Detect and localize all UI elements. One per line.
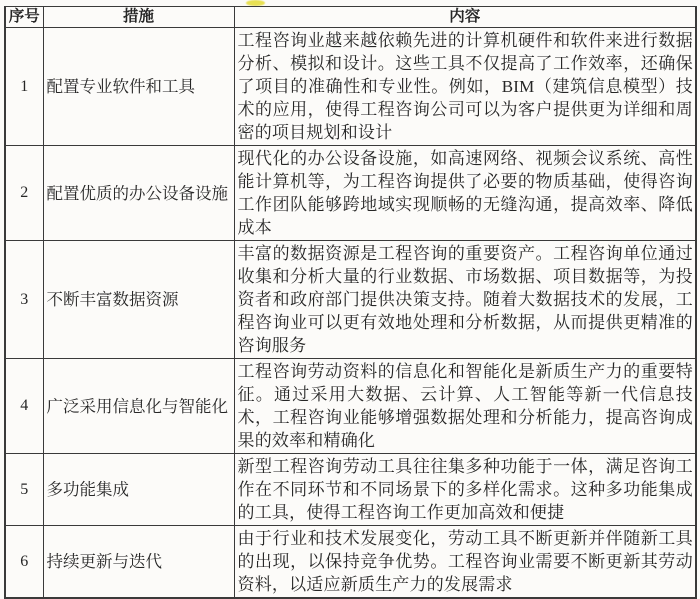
document-page bbox=[4, 6, 695, 599]
column-header-content: 内容 bbox=[234, 7, 696, 28]
table-row bbox=[5, 454, 696, 526]
cell-measure: 多功能集成 bbox=[43, 454, 234, 526]
cell-row-number: 5 bbox=[5, 454, 43, 526]
cell-row-number: 1 bbox=[5, 28, 43, 146]
cell-measure: 持续更新与迭代 bbox=[43, 526, 234, 599]
cell-row-number: 4 bbox=[5, 359, 43, 454]
cell-row-number: 6 bbox=[5, 526, 43, 599]
table-row bbox=[5, 359, 696, 454]
table-row bbox=[5, 241, 696, 359]
column-header-measure: 措施 bbox=[43, 7, 234, 28]
table-header-row bbox=[5, 7, 696, 28]
cell-measure: 广泛采用信息化与智能化 bbox=[43, 359, 234, 454]
cell-measure: 配置优质的办公设备设施 bbox=[43, 146, 234, 241]
column-header-number: 序号 bbox=[5, 7, 43, 28]
cell-row-number: 2 bbox=[5, 146, 43, 241]
cell-content: 现代化的办公设备设施，如高速网络、视频会议系统、高性能计算机等，为工程咨询提供了必要的物质基础，使得咨询工作团队能够跨地域实现顺畅的无缝沟通，提高效率、降低成本 bbox=[234, 146, 696, 241]
table-row bbox=[5, 146, 696, 241]
cell-content: 工程咨询劳动资料的信息化和智能化是新质生产力的重要特征。通过采用大数据、云计算、人工智能等新一代信息技术，工程咨询业能够增强数据处理和分析能力，提高咨询成果的效率和精确化 bbox=[234, 359, 696, 454]
cell-measure: 不断丰富数据资源 bbox=[43, 241, 234, 359]
measures-table bbox=[4, 6, 697, 599]
table-row bbox=[5, 28, 696, 146]
cell-content: 由于行业和技术发展变化，劳动工具不断更新并伴随新工具的出现，以保持竞争优势。工程咨询业需要不断更新其劳动资料，以适应新质生产力的发展需求 bbox=[234, 526, 696, 599]
cell-measure: 配置专业软件和工具 bbox=[43, 28, 234, 146]
cell-content: 新型工程咨询劳动工具往往集多种功能于一体，满足咨询工作在不同环节和不同场景下的多样化需求。这种多功能集成的工具，使得工程咨询工作更加高效和便捷 bbox=[234, 454, 696, 526]
cell-content: 工程咨询业越来越依赖先进的计算机硬件和软件来进行数据分析、模拟和设计。这些工具不仅提高了工作效率，还确保了项目的准确性和专业性。例如，BIM（建筑信息模型）技术的应用，使得工程咨询公司可以为客户提供更为详细和周密的项目规划和设计 bbox=[234, 28, 696, 146]
table-row bbox=[5, 526, 696, 599]
cell-row-number: 3 bbox=[5, 241, 43, 359]
cell-content: 丰富的数据资源是工程咨询的重要资产。工程咨询单位通过收集和分析大量的行业数据、市场数据、项目数据等，为投资者和政府部门提供决策支持。随着大数据技术的发展，工程咨询业可以更有效地处理和分析数据，从而提供更精准的咨询服务 bbox=[234, 241, 696, 359]
